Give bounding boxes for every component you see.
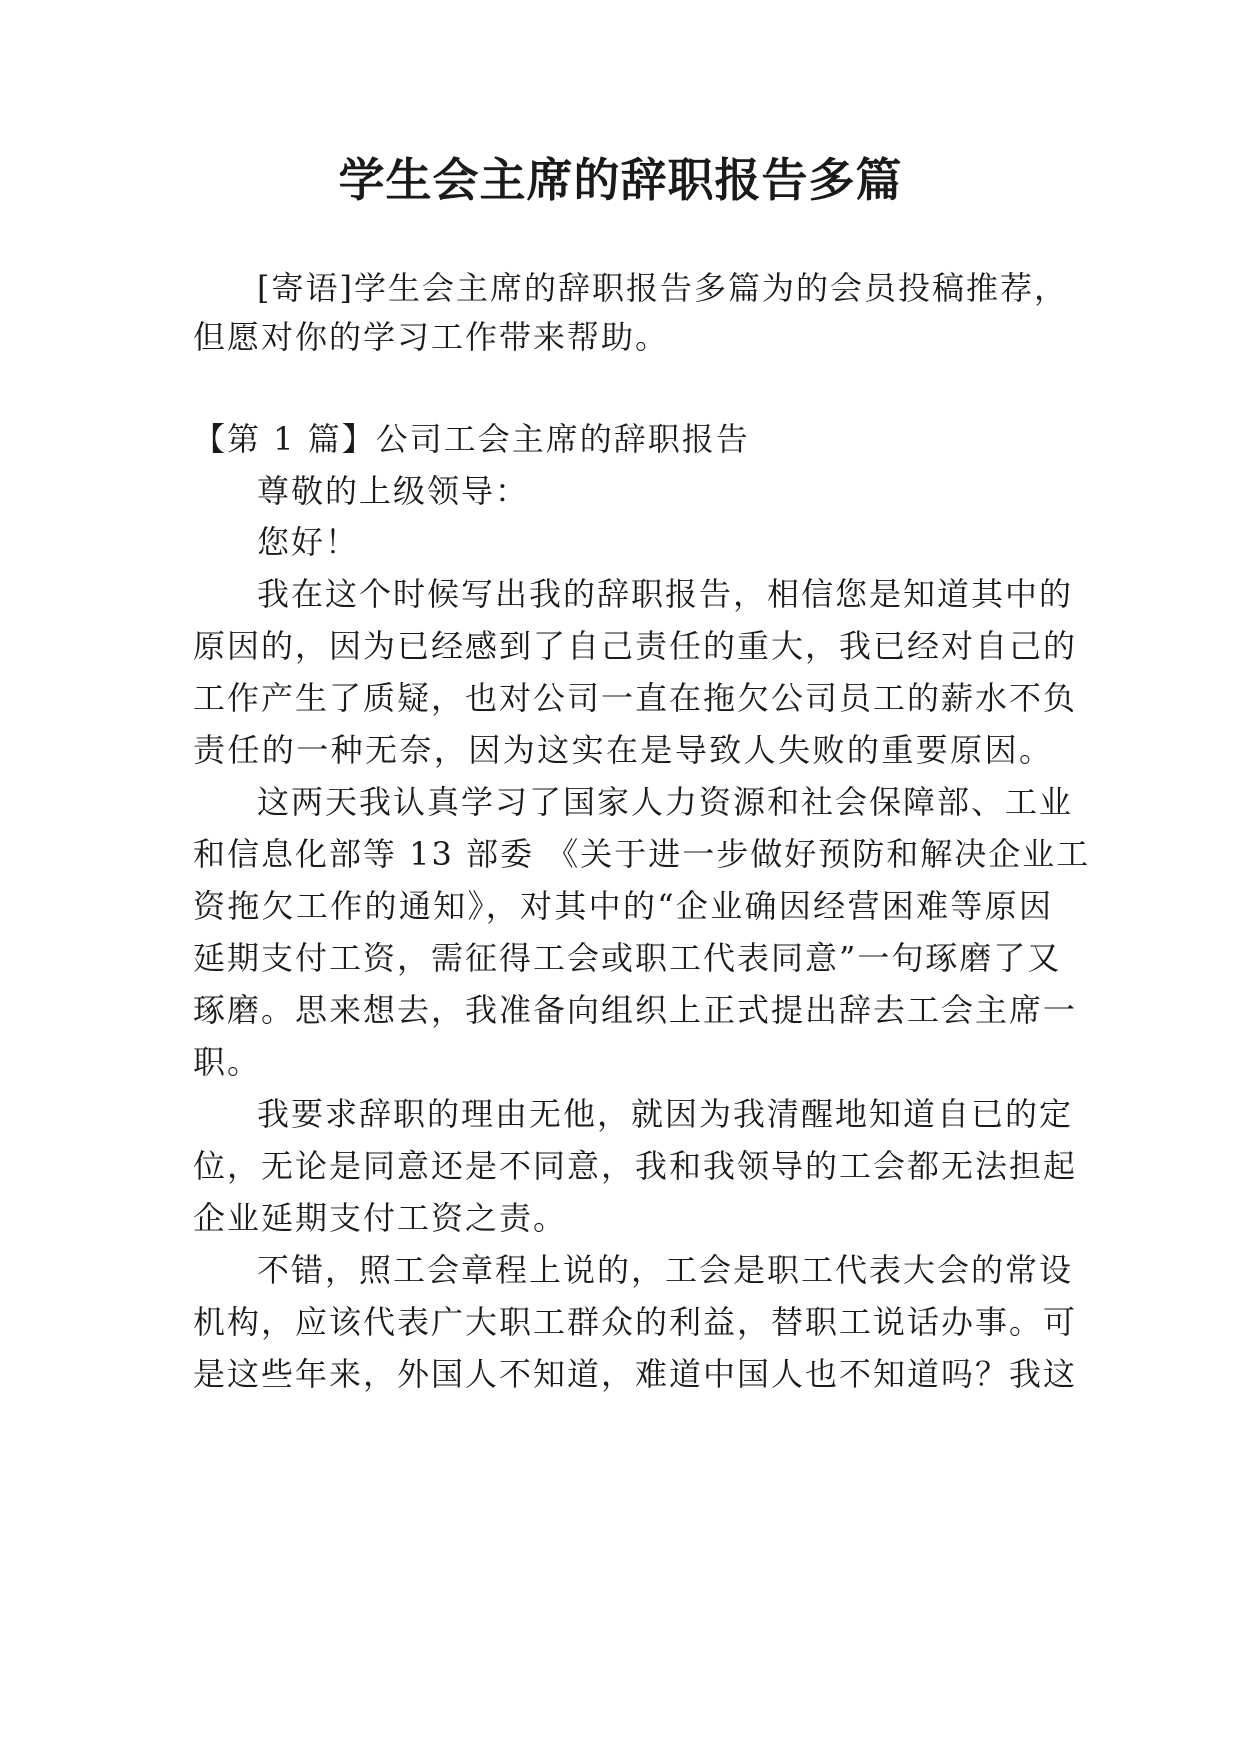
paragraph2-line-2: 和信息化部等 13 部委 《关于进一步做好预防和解决企业工 — [193, 835, 1091, 873]
paragraph2-line-6: 职。 — [193, 1043, 262, 1081]
paragraph1-line-3: 工作产生了质疑，也对公司一直在拖欠公司员工的薪水不负 — [193, 679, 1078, 717]
paragraph1-line-1: 我在这个时候写出我的辞职报告，相信您是知道其中的 — [257, 575, 1074, 613]
paragraph4-line-1: 不错，照工会章程上说的，工会是职工代表大会的常设 — [257, 1251, 1074, 1289]
intro-line-1: [寄语]学生会主席的辞职报告多篇为的会员投稿推荐， — [257, 269, 1068, 307]
paragraph1-line-2: 原因的，因为已经感到了自己责任的重大，我已经对自己的 — [193, 627, 1078, 665]
paragraph2-line-3: 资拖欠工作的通知》，对其中的“企业确因经营困难等原因 — [193, 887, 1053, 925]
document-title: 学生会主席的辞职报告多篇 — [338, 153, 903, 207]
paragraph3-line-1: 我要求辞职的理由无他，就因为我清醒地知道自已的定 — [257, 1095, 1074, 1133]
paragraph3-line-2: 位，无论是同意还是不同意，我和我领导的工会都无法担起 — [193, 1147, 1078, 1185]
paragraph4-line-3: 是这些年来，外国人不知道，难道中国人也不知道吗？我这 — [193, 1355, 1078, 1393]
paragraph2-line-4: 延期支付工资，需征得工会或职工代表同意”一句琢磨了又 — [193, 939, 1062, 977]
intro-line-2: 但愿对你的学习工作带来帮助。 — [193, 318, 670, 356]
paragraph1-line-4: 责任的一种无奈，因为这实在是导致人失败的重要原因。 — [193, 731, 1053, 769]
section-heading: 【第 1 篇】公司工会主席的辞职报告 — [193, 420, 750, 458]
paragraph2-line-1: 这两天我认真学习了国家人力资源和社会保障部、工业 — [257, 783, 1074, 821]
salutation: 尊敬的上级领导： — [257, 472, 530, 510]
paragraph3-line-3: 企业延期支付工资之责。 — [193, 1199, 568, 1237]
greeting: 您好！ — [257, 523, 360, 561]
paragraph4-line-2: 机构，应该代表广大职工群众的利益，替职工说话办事。可 — [193, 1303, 1078, 1341]
paragraph2-line-5: 琢磨。思来想去，我准备向组织上正式提出辞去工会主席一 — [193, 991, 1078, 1029]
